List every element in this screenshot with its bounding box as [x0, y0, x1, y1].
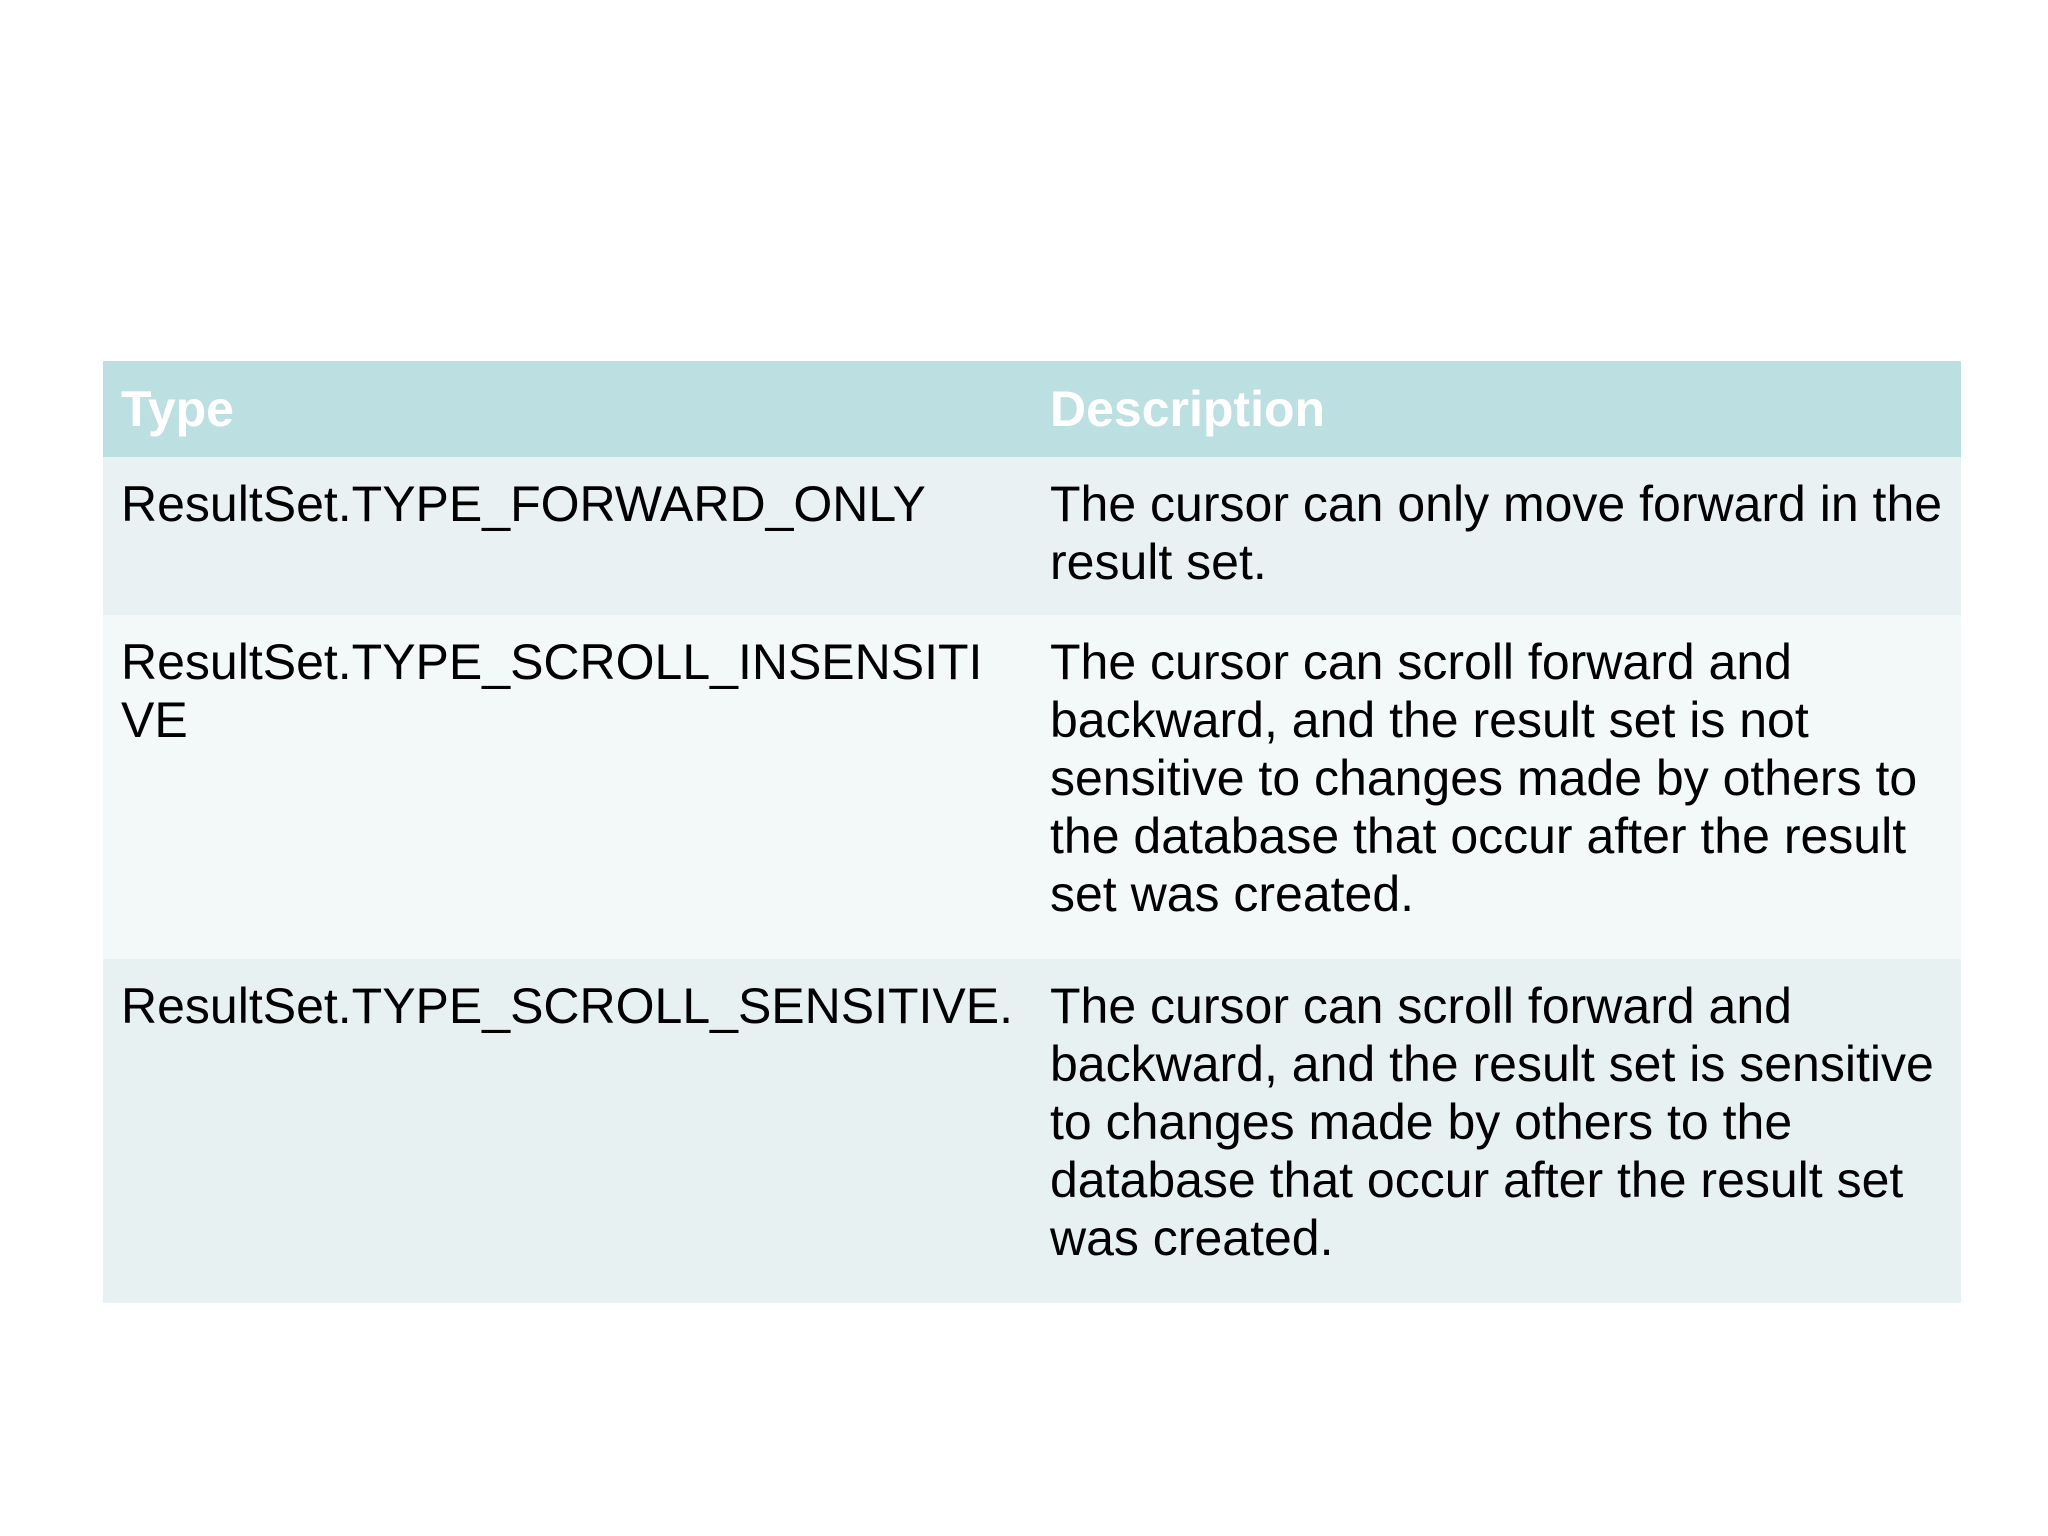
type-cell: ResultSet.TYPE_SCROLL_INSENSITIVE	[121, 634, 983, 748]
table-row	[103, 457, 1961, 615]
table-row	[103, 959, 1961, 1303]
header-type: Type	[121, 381, 234, 437]
description-cell: The cursor can scroll forward and backward, and the result set is not sensitive to changes made by others to the database that occur after the result set was created.	[1050, 634, 1918, 922]
table-row	[103, 615, 1961, 959]
table-header-row	[103, 361, 1961, 457]
type-cell: ResultSet.TYPE_FORWARD_ONLY	[121, 476, 926, 532]
description-cell: The cursor can scroll forward and backward, and the result set is sensitive to changes made by others to the database that occur after the result set was created.	[1050, 978, 1934, 1266]
header-description: Description	[1050, 381, 1326, 437]
resultset-type-table	[103, 361, 1961, 1303]
type-cell: ResultSet.TYPE_SCROLL_SENSITIVE.	[121, 978, 1014, 1034]
description-cell: The cursor can only move forward in the result set.	[1050, 476, 1943, 590]
